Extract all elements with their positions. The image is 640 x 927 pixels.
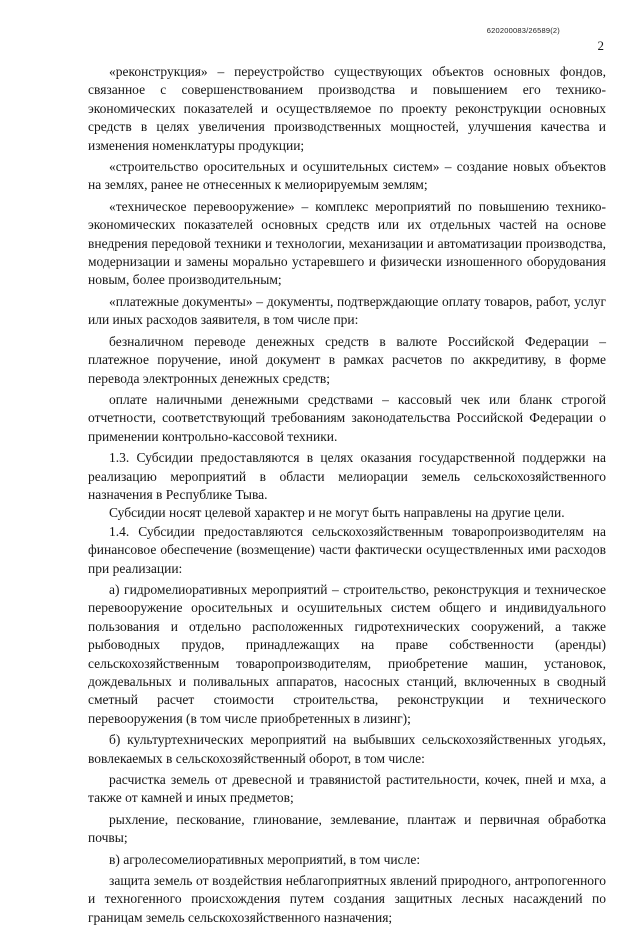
paragraph-land-protection: защита земель от воздействия неблагоприятных явлений природного, антропогенного и техногенного происхождения путем создания защитных лесных насаждений по границам земель сельскохозяйственного назначения;	[88, 873, 606, 925]
paragraph-payment-documents-definition: «платежные документы» – документы, подтверждающие оплату товаров, работ, услуг или иных расходов заявителя, в том числе при:	[88, 293, 606, 328]
paragraph-soil-treatment: рыхление, пескование, глинование, землевание, плантаж и первичная обработка почвы;	[88, 811, 606, 846]
page-number: 2	[597, 38, 604, 53]
paragraph-1-4-subsidy-recipients: 1.4. Субсидии предоставляются сельскохозяйственным товаропроизводителям на финансовое обеспечение (возмещение) части фактически осуществленных ими расходов при реализации:	[88, 523, 606, 576]
document-body	[88, 63, 606, 927]
paragraph-construction-definition: «строительство оросительных и осушительных систем» – создание новых объектов на землях, ранее не отнесенных к мелиорируемым землям;	[88, 159, 606, 193]
paragraph-reconstruction-definition: «реконструкция» – переустройство существующих объектов основных фондов, связанное с совершенствованием производства и повышением его технико-экономических показателей и осуществляемое по проекту реконструкции основных средств в целях увеличения производственных мощностей, улучшения качества и изменения номенклатуры продукции;	[88, 64, 606, 153]
paragraph-c-agroforest: в) агролесомелиоративных мероприятий, в том числе:	[109, 851, 421, 867]
paragraph-reequipment-definition: «техническое перевооружение» – комплекс мероприятий по повышению технико-экономических показателей основных средств или их отдельных частей на основе внедрения передовой техники и технологии, механизации и автоматизации производства, модернизации и замены морально устаревшего и физически изношенного оборудования новым, более производительным;	[88, 198, 606, 288]
paragraph-land-clearing: расчистка земель от древесной и травянистой растительности, кочек, пней и мха, а также от камней и иных предметов;	[88, 772, 606, 806]
paragraph-b-cultural-technical: б) культуртехнических мероприятий на выбывших сельскохозяйственных угодьях, вовлекаемых в сельскохозяйственный оборот, в том числе:	[88, 732, 606, 766]
paragraph-targeted-nature: Субсидии носят целевой характер и не могут быть направлены на другие цели.	[109, 505, 565, 521]
document-code: 620200083/26589(2)	[486, 26, 560, 35]
paragraph-cashless-transfer: безналичном переводе денежных средств в валюте Российской Федерации – платежное поручение, иной документ в рамках расчетов по аккредитиву, в форме перевода электронных денежных средств;	[88, 333, 606, 386]
paragraph-1-3-subsidy-purpose: 1.3. Субсидии предоставляются в целях оказания государственной поддержки на реализацию мероприятий в области мелиорации земель сельскохозяйственного назначения в Республике Тыва.	[88, 450, 606, 502]
paragraph-a-hydromelioration: а) гидромелиоративных мероприятий – строительство, реконструкция и техническое перевооружение оросительных и осушительных систем общего и индивидуального пользования и отдельно расположенных гидротехнических сооружений, а также рыбоводных прудов, принадлежащих на праве собственности (аренды) сельскохозяйственным товаропроизводителям, приобретение машин, установок, дождевальных и поливальных аппаратов, насосных станций, включенных в сводный сметный расчет стоимости строительства, реконструкции и технического перевооружения (в том числе приобретенных в лизинг);	[88, 581, 606, 726]
paragraph-cash-payment: оплате наличными денежными средствами – кассовый чек или бланк строгой отчетности, соответствующий требованиям законодательства Российской Федерации о применении контрольно-кассовой техники.	[88, 391, 606, 444]
